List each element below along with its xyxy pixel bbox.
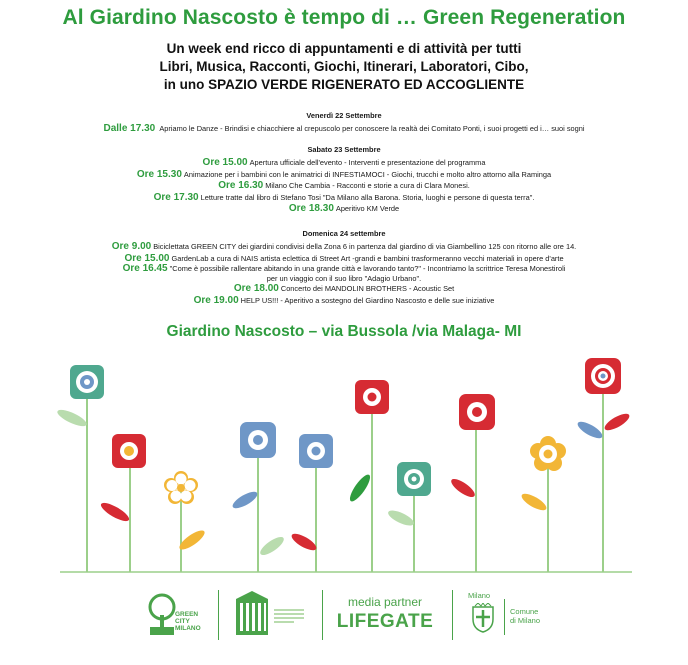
green-city-line-3: MILANO	[175, 625, 201, 632]
coat-of-arms-icon	[470, 603, 496, 633]
event-time: Ore 15.30	[136, 168, 182, 180]
event-row	[0, 123, 688, 135]
program-sunday	[0, 229, 688, 306]
logo-divider	[322, 590, 323, 640]
flower-heads	[70, 358, 621, 504]
event-time: Ore 18.00	[233, 283, 279, 294]
event-time: Ore 18.30	[288, 203, 334, 214]
event-row	[0, 264, 688, 274]
logo-divider	[452, 590, 453, 640]
event-row	[0, 253, 688, 265]
lifegate-name: LIFEGATE	[336, 611, 434, 632]
event-desc: Apriamo le Danze - Brindisi e chiacchiere al crepuscolo per conoscere la realtà dei Comitato Ponti, i suoi progetti ed i… suoi sogni	[159, 124, 585, 133]
event-row-continued	[0, 274, 688, 283]
program-saturday	[0, 145, 688, 215]
flower-stems	[87, 375, 603, 572]
event-row	[0, 180, 688, 192]
event-time: Ore 16.30	[218, 180, 264, 191]
subtitle	[0, 40, 688, 94]
subtitle-line-3: in uno SPAZIO VERDE RIGENERATO ED ACCOGLIENTE	[163, 77, 525, 92]
logo-divider	[218, 590, 219, 640]
regione-logo	[230, 585, 310, 645]
event-desc: Concerto dei MANDOLIN BROTHERS - Acoustic Set	[280, 284, 455, 293]
day-heading-saturday: Sabato 23 Settembre	[307, 145, 381, 154]
page-title: Al Giardino Nascosto è tempo di … Green Regeneration	[62, 6, 626, 29]
event-time: Dalle 17.30	[103, 123, 156, 134]
milano-label: Milano	[468, 591, 491, 600]
comune-milano-logo	[460, 585, 570, 645]
program-friday	[0, 111, 688, 135]
event-time: Ore 17.30	[153, 191, 199, 203]
event-time: Ore 15.00	[202, 157, 248, 168]
event-desc: Milano Che Cambia - Racconti e storie a cura di Clara Monesi.	[265, 181, 470, 190]
green-city-line-2: CITY	[175, 618, 190, 625]
event-desc: Letture tratte dal libro di Stefano Tosi "Da Milano alla Barona. Storia, luoghi e persone di questa terra".	[200, 192, 535, 202]
event-desc: Biciclettata GREEN CITY dei giardini condivisi della Zona 6 in partenza dal giardino di via Giambellino 125 con ritorno alle ore 14.	[153, 242, 577, 251]
event-time: Ore 9.00	[111, 241, 152, 252]
event-row	[0, 192, 688, 204]
event-desc: Animazione per i bambini con le animatrici di INFESTIAMOCI - Giochi, trucchi e molto altro attorno alla Raminga	[183, 169, 552, 179]
event-row	[0, 241, 688, 253]
event-desc: Apertura ufficiale dell'evento - Interventi e presentazione del programma	[249, 158, 486, 167]
event-row	[0, 295, 688, 307]
day-heading-friday: Venerdì 22 Settembre	[306, 111, 382, 120]
event-desc: HELP US!!! - Aperitivo a sostegno del Giardino Nascosto e delle sue iniziative	[240, 295, 495, 305]
event-desc: Aperitivo KM Verde	[335, 204, 400, 213]
flowers-illustration	[0, 350, 688, 575]
comune-label-line-2: di Milano	[510, 616, 541, 625]
subtitle-line-1: Un week end ricco di appuntamenti e di attività per tutti	[166, 41, 522, 56]
comune-label-line-1: Comune	[510, 607, 539, 616]
event-desc: GardenLab a cura di NAIS artista eclettica di Street Art -grandi e bambini trasformeranno vecchi materiali in opere d'arte	[171, 253, 564, 263]
event-row	[0, 203, 688, 215]
green-city-logo	[130, 585, 210, 645]
event-desc: "Come è possibile rallentare abitando in una grande città e lavorando tanto?" - Incontriamo la scrittrice Teresa Monestiroli	[169, 264, 566, 273]
green-city-line-1: GREEN	[175, 611, 199, 618]
subtitle-line-2: Libri, Musica, Racconti, Giochi, Itinerari, Laboratori, Cibo,	[159, 59, 529, 74]
event-row	[0, 283, 688, 295]
day-heading-sunday: Domenica 24 settembre	[302, 229, 386, 238]
event-time: Ore 19.00	[193, 294, 239, 306]
event-row	[0, 169, 688, 181]
event-row	[0, 157, 688, 169]
event-desc-continued: per un viaggio con il suo libro "Adagio Urbano".	[266, 274, 422, 283]
partner-logos	[130, 585, 570, 645]
leaves	[55, 407, 631, 558]
lifegate-logo	[330, 585, 440, 645]
media-partner-label: media partner	[347, 595, 423, 609]
building-icon	[234, 591, 270, 637]
location-heading: Giardino Nascosto – via Bussola /via Malaga- MI	[166, 323, 522, 340]
event-time: Ore 16.45	[122, 263, 168, 274]
event-time: Ore 15.00	[124, 252, 170, 264]
